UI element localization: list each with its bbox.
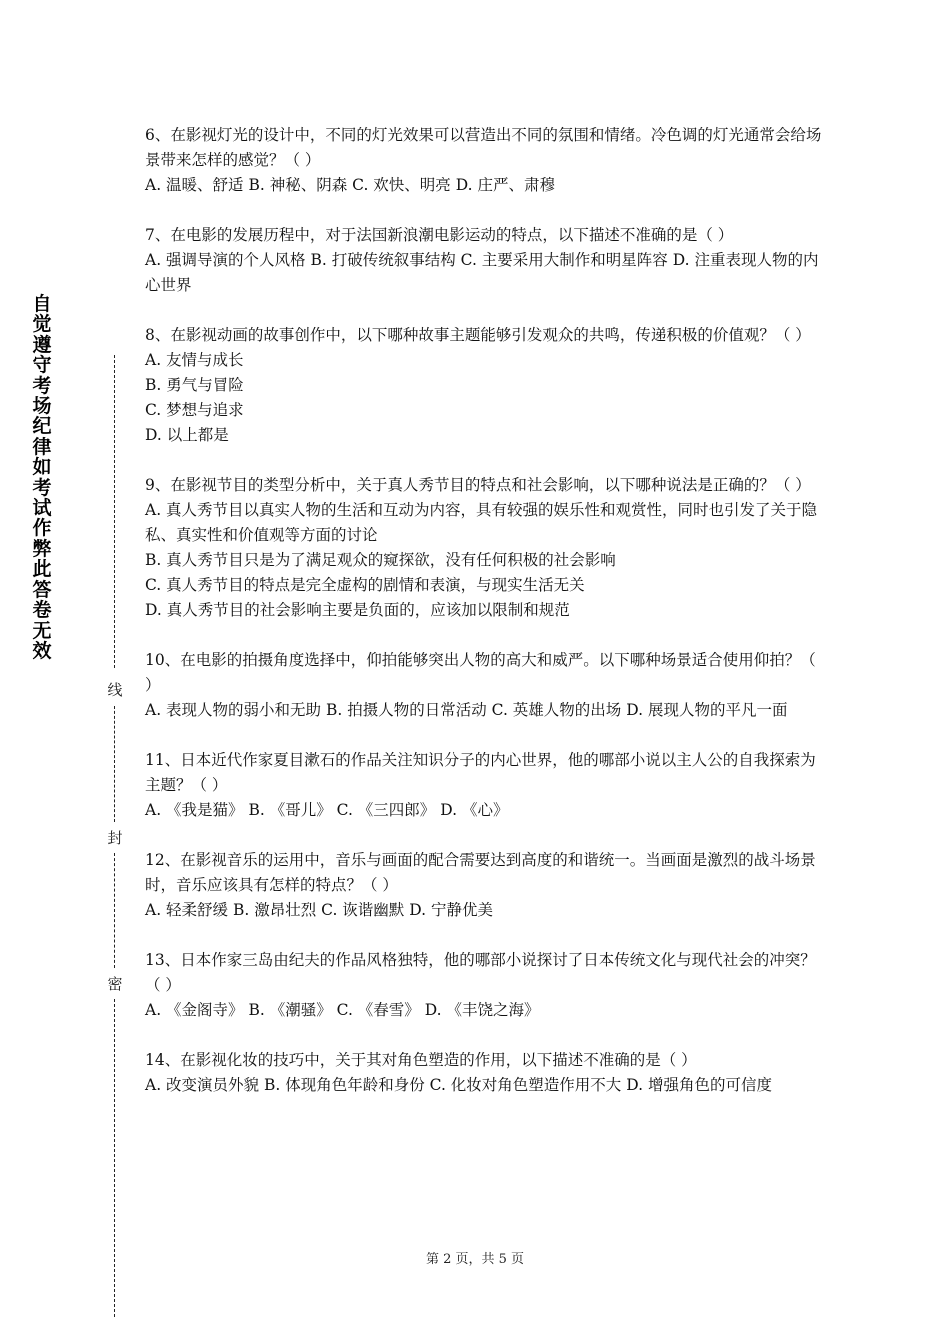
exam-discipline-warning: 自觉遵守考场纪律如考试作弊此答卷无效 xyxy=(32,293,52,662)
page-number: 第 2 页，共 5 页 xyxy=(425,1252,525,1267)
question-stem: 14、在影视化妆的技巧中，关于其对角色塑造的作用，以下描述不准确的是（ ） xyxy=(145,1051,697,1069)
answer-option: A. 改变演员外貌 B. 体现角色年龄和身份 C. 化妆对角色塑造作用不大 D. 增强角色的可信度 xyxy=(145,1076,772,1094)
question-stem: 12、在影视音乐的运用中，音乐与画面的配合需要达到高度的和谐统一。当画面是激烈的战斗场景时，音乐应该具有怎样的特点？（ ） xyxy=(145,851,816,894)
question-stem: 6、在影视灯光的设计中，不同的灯光效果可以营造出不同的氛围和情绪。冷色调的灯光通常会给场景带来怎样的感觉？（ ） xyxy=(145,126,822,169)
question-stem: 13、日本作家三岛由纪夫的作品风格独特，他的哪部小说探讨了日本传统文化与现代社会的冲突？（ ） xyxy=(145,951,816,994)
binding-label-secret: 密 xyxy=(107,975,123,993)
binding-dashed-line-bottom xyxy=(114,999,115,1317)
answer-option: A. 温暖、舒适 B. 神秘、阴森 C. 欢快、明亮 D. 庄严、肃穆 xyxy=(145,176,555,194)
answer-option: A. 表现人物的弱小和无助 B. 拍摄人物的日常活动 C. 英雄人物的出场 D. 展现人物的平凡一面 xyxy=(145,701,788,719)
answer-option: B. 真人秀节目只是为了满足观众的窥探欲，没有任何积极的社会影响 xyxy=(145,551,616,569)
answer-option: A. 轻柔舒缓 B. 激昂壮烈 C. 诙谐幽默 D. 宁静优美 xyxy=(145,901,493,919)
question-item xyxy=(145,123,825,198)
question-stem: 10、在电影的拍摄角度选择中，仰拍能够突出人物的高大和威严。以下哪种场景适合使用仰拍？（ ） xyxy=(145,651,816,694)
answer-option: A. 《我是猫》 B. 《哥儿》 C. 《三四郎》 D. 《心》 xyxy=(145,801,509,819)
question-item xyxy=(145,1048,825,1098)
answer-option: A. 真人秀节目以真实人物的生活和互动为内容，具有较强的娱乐性和观赏性，同时也引发了关于隐私、真实性和价值观等方面的讨论 xyxy=(145,501,818,544)
question-item xyxy=(145,748,825,823)
binding-dashed-line-middle xyxy=(114,706,115,822)
question-list xyxy=(145,123,825,1123)
answer-option: C. 真人秀节目的特点是完全虚构的剧情和表演，与现实生活无关 xyxy=(145,576,585,594)
question-item xyxy=(145,648,825,723)
question-stem: 9、在影视节目的类型分析中，关于真人秀节目的特点和社会影响，以下哪种说法是正确的？（ ） xyxy=(145,476,811,494)
binding-label-line: 线 xyxy=(107,681,123,699)
binding-dashed-line-top xyxy=(114,355,115,668)
question-item xyxy=(145,948,825,1023)
answer-option: D. 以上都是 xyxy=(145,426,229,444)
binding-label-seal: 封 xyxy=(107,829,123,847)
answer-option: B. 勇气与冒险 xyxy=(145,376,244,394)
binding-dashed-line-lower xyxy=(114,853,115,968)
question-item xyxy=(145,473,825,623)
question-item xyxy=(145,323,825,448)
question-stem: 8、在影视动画的故事创作中，以下哪种故事主题能够引发观众的共鸣，传递积极的价值观？（ ） xyxy=(145,326,811,344)
question-item xyxy=(145,223,825,298)
answer-option: A. 强调导演的个人风格 B. 打破传统叙事结构 C. 主要采用大制作和明星阵容 D. 注重表现人物的内心世界 xyxy=(145,251,819,294)
answer-option: D. 真人秀节目的社会影响主要是负面的，应该加以限制和规范 xyxy=(145,601,570,619)
answer-option: A. 《金阁寺》 B. 《潮骚》 C. 《春雪》 D. 《丰饶之海》 xyxy=(145,1001,540,1019)
answer-option: C. 梦想与追求 xyxy=(145,401,244,419)
question-stem: 7、在电影的发展历程中，对于法国新浪潮电影运动的特点，以下描述不准确的是（ ） xyxy=(145,226,734,244)
question-stem: 11、日本近代作家夏目漱石的作品关注知识分子的内心世界，他的哪部小说以主人公的自我探索为主题？（ ） xyxy=(145,751,816,794)
question-item xyxy=(145,848,825,923)
answer-option: A. 友情与成长 xyxy=(145,351,244,369)
